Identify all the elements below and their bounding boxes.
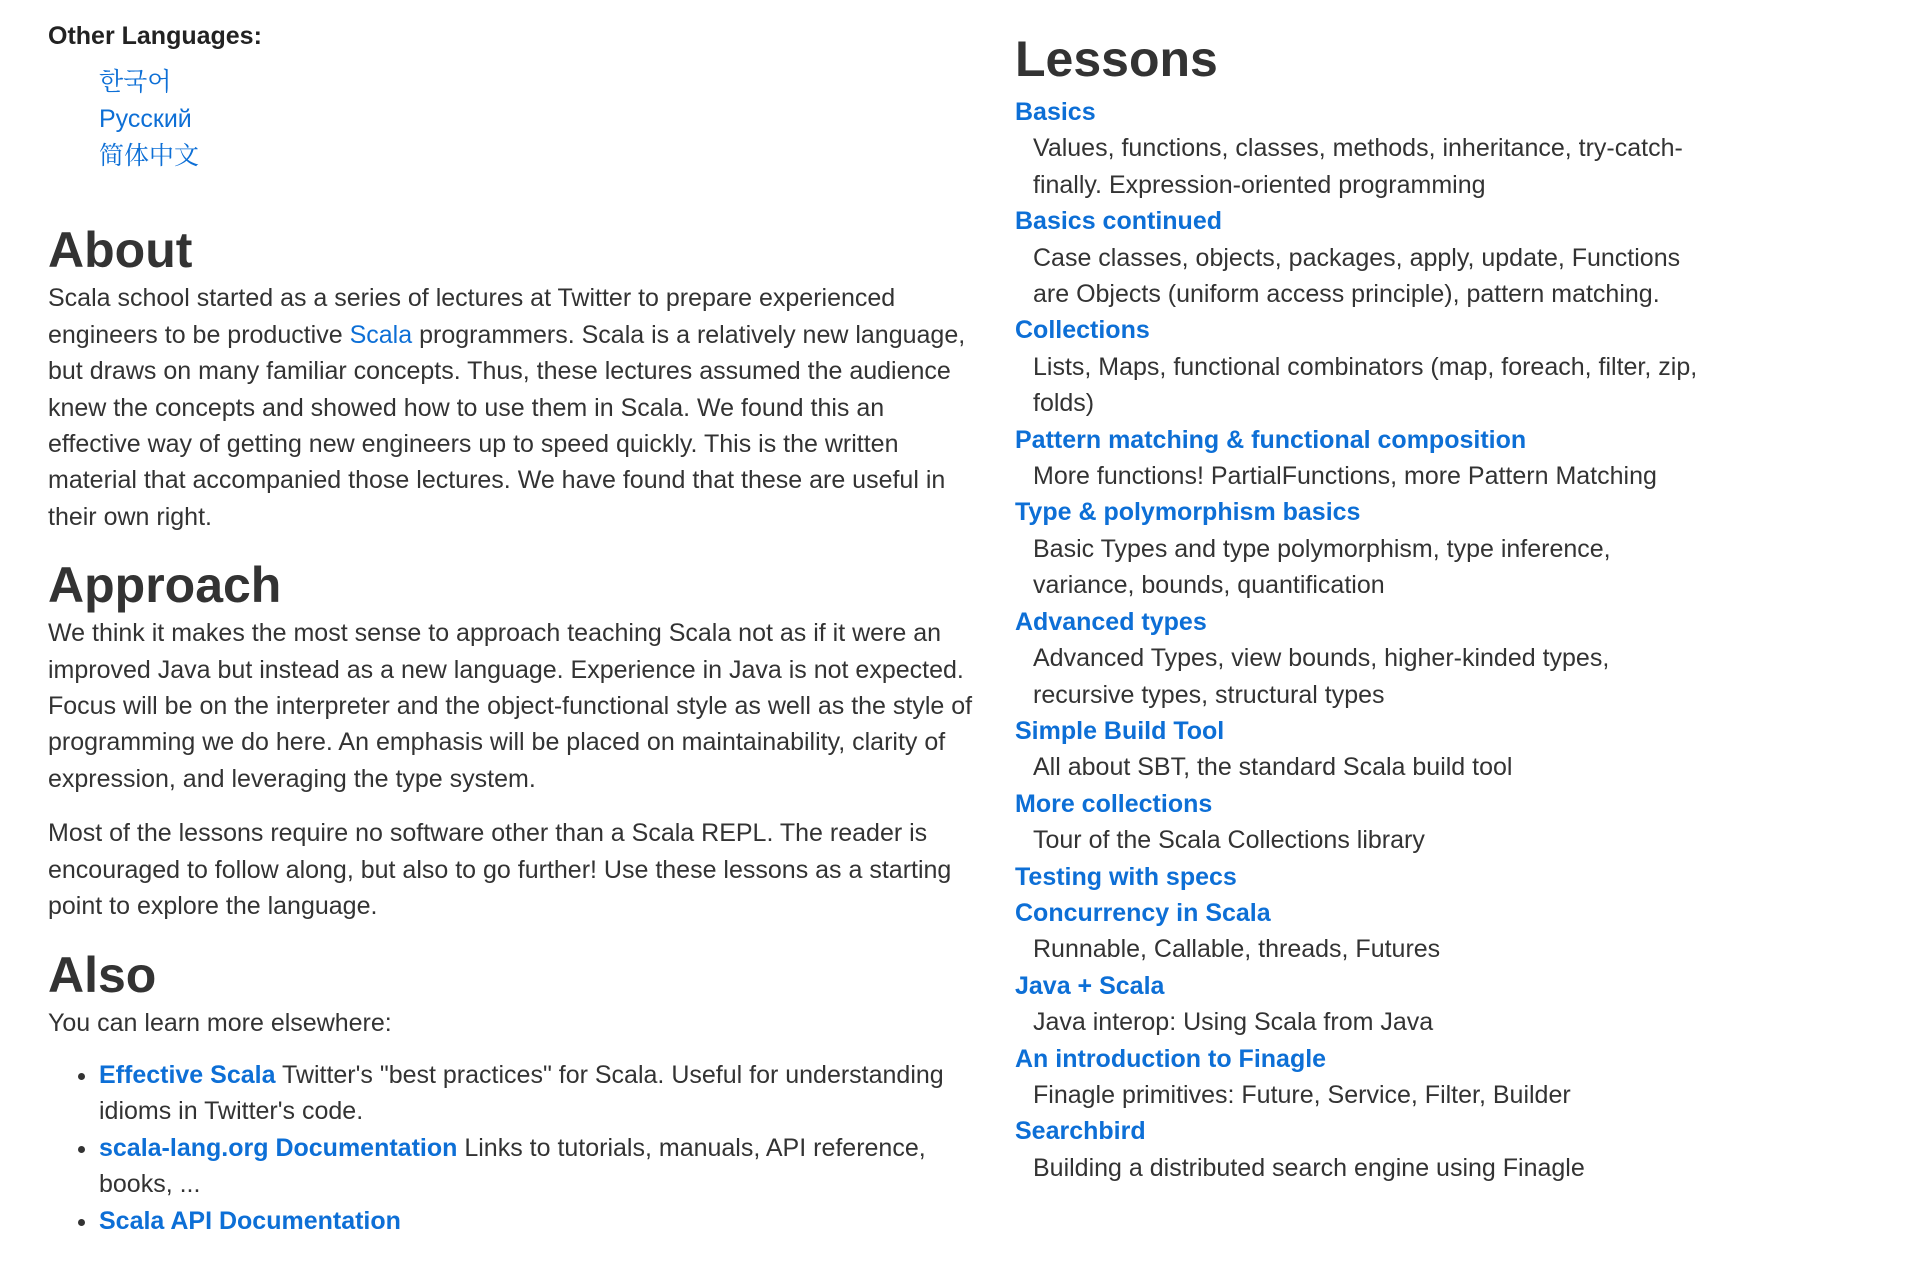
also-heading: Also bbox=[48, 946, 157, 1003]
scala-api-docs-link[interactable]: Scala API Documentation bbox=[99, 1206, 401, 1235]
lesson-item bbox=[1015, 968, 1715, 1041]
lesson-description: More functions! PartialFunctions, more Pattern Matching bbox=[1033, 462, 1657, 491]
other-languages-list bbox=[48, 64, 973, 175]
lesson-item bbox=[1015, 312, 1715, 421]
also-item-text: Twitter's "best practices" for Scala. Useful for understanding idioms in Twitter's code. bbox=[99, 1060, 944, 1126]
effective-scala-link[interactable]: Effective Scala bbox=[99, 1060, 276, 1089]
about-heading: About bbox=[48, 222, 193, 279]
lessons-list bbox=[1015, 94, 1715, 1186]
lesson-description: All about SBT, the standard Scala build tool bbox=[1033, 753, 1513, 782]
lesson-item bbox=[1015, 604, 1715, 713]
lesson-item bbox=[1015, 859, 1715, 895]
about-text-after: programmers. Scala is a relatively new language, but draws on many familiar concepts. Thus, these lectures assumed the audience knew the concepts and showed how to use them in Scala. We found this an effective way of getting new engineers up to speed quickly. This is the written material that accompanied those lectures. We have found that these are useful in their own right. bbox=[48, 320, 966, 531]
also-item bbox=[99, 1203, 973, 1239]
lesson-description: Finagle primitives: Future, Service, Filter, Builder bbox=[1033, 1080, 1571, 1109]
lesson-description: Advanced Types, view bounds, higher-kinded types, recursive types, structural types bbox=[1033, 644, 1610, 709]
lesson-item bbox=[1015, 94, 1715, 203]
lesson-description: Lists, Maps, functional combinators (map, foreach, filter, zip, folds) bbox=[1033, 352, 1698, 418]
language-link-korean[interactable]: 한국어 bbox=[99, 68, 172, 97]
also-item-text: Links to tutorials, manuals, API reference, books, ... bbox=[99, 1133, 926, 1199]
lesson-item bbox=[1015, 1041, 1715, 1114]
about-text-before: Scala school started as a series of lectures at Twitter to prepare experienced engineers to be productive bbox=[48, 284, 896, 349]
lesson-description: Case classes, objects, packages, apply, update, Functions are Objects (uniform access principle), pattern matching. bbox=[1033, 243, 1681, 309]
approach-heading: Approach bbox=[48, 557, 282, 614]
lesson-link[interactable]: Collections bbox=[1015, 316, 1150, 345]
lesson-description: Basic Types and type polymorphism, type inference, variance, bounds, quantification bbox=[1033, 534, 1611, 600]
language-item-korean bbox=[99, 64, 973, 101]
also-intro: You can learn more elsewhere: bbox=[48, 1008, 392, 1037]
lesson-link[interactable]: Advanced types bbox=[1015, 607, 1207, 636]
lesson-item bbox=[1015, 422, 1715, 495]
lesson-item bbox=[1015, 895, 1715, 968]
lesson-description: Tour of the Scala Collections library bbox=[1033, 826, 1425, 855]
lesson-description: Building a distributed search engine using Finagle bbox=[1033, 1153, 1585, 1182]
lesson-item bbox=[1015, 786, 1715, 859]
lesson-link[interactable]: Searchbird bbox=[1015, 1117, 1146, 1146]
lesson-link[interactable]: Concurrency in Scala bbox=[1015, 898, 1271, 927]
lesson-description: Runnable, Callable, threads, Futures bbox=[1033, 935, 1441, 964]
lesson-link[interactable]: An introduction to Finagle bbox=[1015, 1044, 1327, 1073]
lessons-heading: Lessons bbox=[1015, 31, 1218, 87]
lesson-item bbox=[1015, 713, 1715, 786]
lesson-link[interactable]: Basics bbox=[1015, 98, 1096, 126]
also-list bbox=[48, 1057, 973, 1239]
lesson-link[interactable]: Pattern matching & functional composition bbox=[1015, 425, 1527, 454]
lesson-description: Java interop: Using Scala from Java bbox=[1033, 1008, 1434, 1037]
lesson-item bbox=[1015, 1113, 1715, 1186]
language-link-russian[interactable]: Русский bbox=[99, 105, 192, 134]
lesson-link[interactable]: Simple Build Tool bbox=[1015, 716, 1225, 745]
lesson-item bbox=[1015, 494, 1715, 603]
lesson-description: Values, functions, classes, methods, inheritance, try-catch-finally. Expression-oriented programming bbox=[1033, 134, 1683, 199]
scala-lang-docs-link[interactable]: scala-lang.org Documentation bbox=[99, 1133, 458, 1162]
scala-link[interactable]: Scala bbox=[349, 320, 413, 349]
left-column bbox=[48, 18, 973, 1239]
lesson-link[interactable]: Testing with specs bbox=[1015, 862, 1237, 891]
other-languages-label: Other Languages: bbox=[48, 22, 262, 50]
lesson-item bbox=[1015, 203, 1715, 312]
approach-paragraph-2: Most of the lessons require no software other than a Scala REPL. The reader is encouraged to follow along, but also to go further! Use these lessons as a starting point to explore the language. bbox=[48, 819, 952, 921]
about-paragraph bbox=[48, 280, 973, 535]
language-item-chinese bbox=[99, 138, 973, 175]
language-link-chinese[interactable]: 简体中文 bbox=[99, 142, 200, 171]
lesson-link[interactable]: Java + Scala bbox=[1015, 971, 1165, 1000]
lesson-link[interactable]: Basics continued bbox=[1015, 207, 1222, 236]
language-item-russian bbox=[99, 101, 973, 138]
also-item bbox=[99, 1130, 973, 1203]
lesson-link[interactable]: More collections bbox=[1015, 789, 1213, 818]
approach-paragraph-1: We think it makes the most sense to approach teaching Scala not as if it were an improved Java but instead as a new language. Experience in Java is not expected. Focus will be on the interpreter and the object-functional style as well as the style of programming we do here. An emphasis will be placed on maintainability, clarity of expression, and leveraging the type system. bbox=[48, 619, 973, 793]
right-column bbox=[1015, 28, 1715, 1186]
also-item bbox=[99, 1057, 973, 1130]
lesson-link[interactable]: Type & polymorphism basics bbox=[1015, 498, 1361, 527]
